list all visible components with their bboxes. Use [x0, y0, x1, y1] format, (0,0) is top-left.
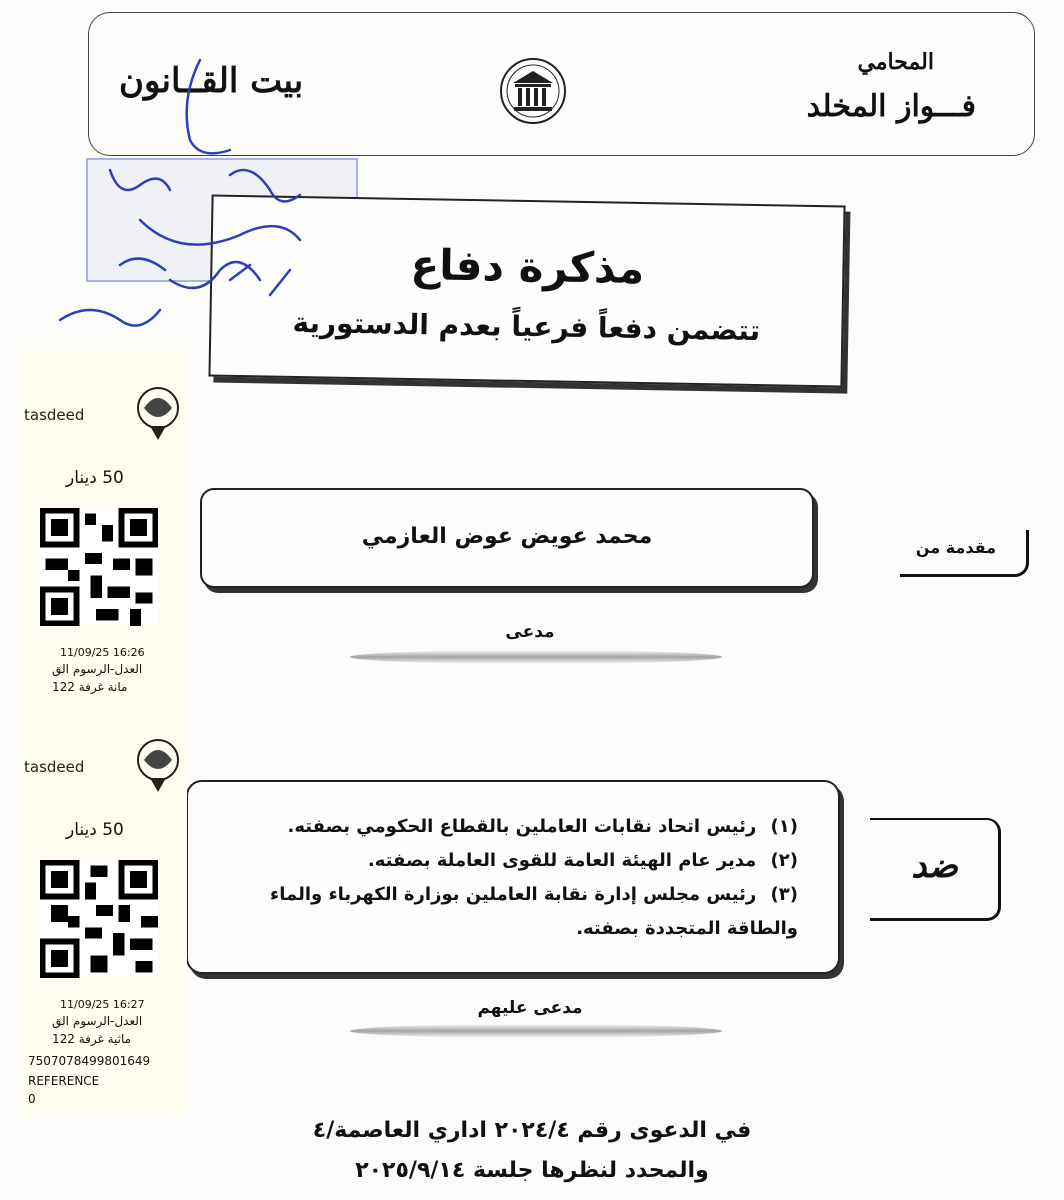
stamp-room: ماثية غرفة 122 — [52, 1032, 132, 1046]
against-label: ضد — [911, 846, 958, 886]
session-date-line: والمحدد لنظرها جلسة ٢٠٢٥/٩/١٤ — [355, 1158, 709, 1183]
plaintiff-box — [200, 488, 814, 588]
item-text: رئيس مجلس إدارة نقابة العاملين بوزارة الكهرباء والماء والطاقة المتجددة بصفته. — [270, 884, 798, 939]
firm-name: بيت القــانون — [119, 61, 304, 101]
stamp-description: العدل-الرسوم الق — [52, 1014, 143, 1028]
tasdeed-brand: tasdeed — [24, 406, 85, 424]
stamp-reference-label: REFERENCE — [28, 1074, 100, 1088]
fee-stamp — [22, 702, 187, 1116]
stamp-timestamp: 11/09/25 16:27 — [60, 998, 145, 1011]
lawyer-name: فـــواز المخلد — [806, 89, 976, 124]
underline-swoosh — [350, 1024, 722, 1038]
qr-code-icon — [40, 508, 158, 626]
kuwait-emblem-icon — [134, 738, 182, 794]
list-item — [208, 878, 798, 946]
plaintiff-name: محمد عويض عوض العازمي — [361, 524, 653, 549]
defendants-box — [186, 780, 840, 974]
stamp-description: العدل-الرسوم الق — [52, 662, 143, 676]
item-text: مدير عام الهيئة العامة للقوى العاملة بصفته. — [367, 850, 757, 871]
against-tab — [870, 818, 1001, 921]
submitted-by-tab — [900, 530, 1029, 577]
qr-code-icon — [40, 860, 158, 978]
stamp-amount: 50 دينار — [66, 468, 124, 488]
item-number: (٣) — [770, 884, 798, 905]
underline-swoosh — [350, 650, 722, 664]
stamp-timestamp: 11/09/25 16:26 — [60, 646, 145, 659]
stamp-room: مانة غرفة 122 — [52, 680, 128, 694]
item-number: (٢) — [770, 850, 798, 871]
stamp-reference-value: 0 — [28, 1092, 36, 1106]
kuwait-emblem-icon — [134, 386, 182, 442]
defendants-list — [208, 810, 798, 946]
memo-title-box — [208, 194, 845, 387]
lawyer-label: المحامي — [857, 49, 934, 75]
letterhead — [88, 12, 1035, 156]
law-house-logo-icon — [499, 57, 567, 125]
fee-stamp — [22, 350, 187, 702]
case-number-line: في الدعوى رقم ٢٠٢٤/٤ اداري العاصمة/٤ — [312, 1118, 752, 1143]
plaintiff-role: مدعى — [505, 622, 555, 642]
tasdeed-brand: tasdeed — [24, 758, 85, 776]
stamp-number: 750707849980164​9 — [28, 1054, 151, 1068]
list-item — [208, 810, 798, 844]
memo-subtitle: تتضمن دفعاً فرعياً بعدم الدستورية — [292, 305, 761, 348]
submitted-by-label: مقدمة من — [915, 538, 996, 557]
list-item — [208, 844, 798, 878]
item-number: (١) — [770, 816, 798, 837]
item-text: رئيس اتحاد نقابات العاملين بالقطاع الحكومي بصفته. — [287, 816, 757, 837]
defendants-role: مدعى عليهم — [477, 998, 583, 1018]
stamp-amount: 50 دينار — [66, 820, 124, 840]
memo-title: مذكرة دفاع — [410, 239, 645, 294]
